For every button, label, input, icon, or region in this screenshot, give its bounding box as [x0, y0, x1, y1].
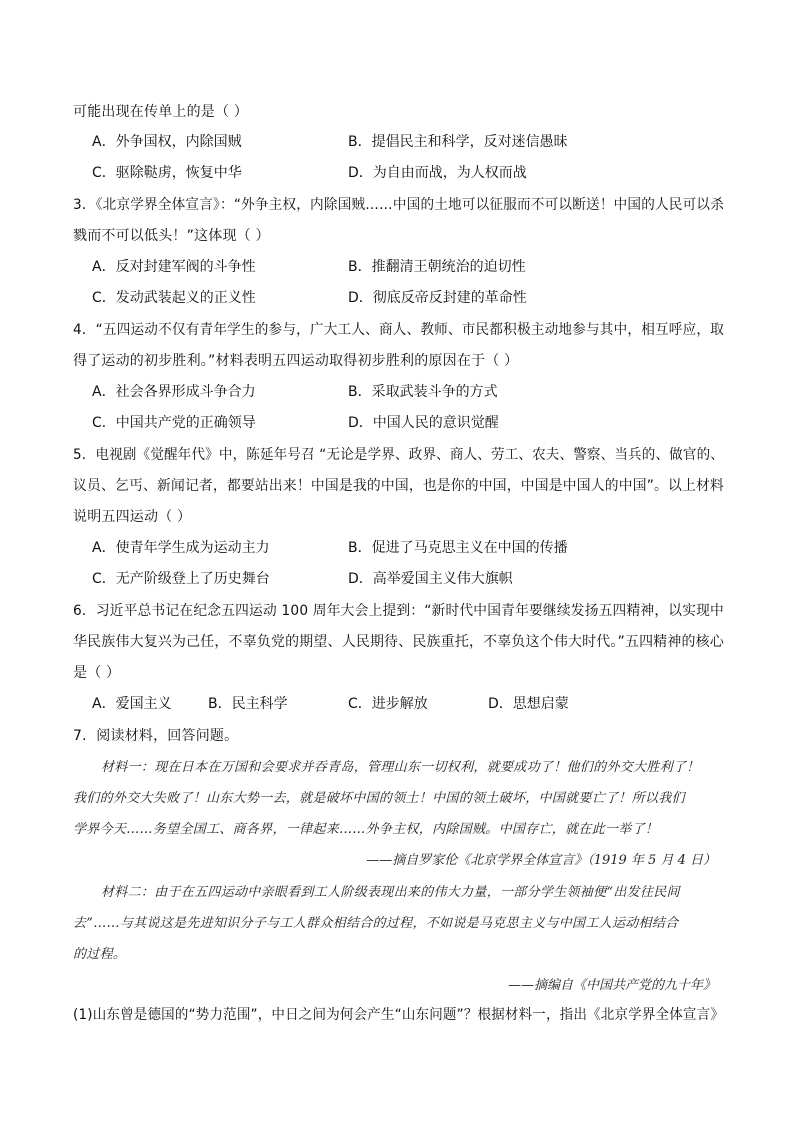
q3-stem-line2: 戮而不可以低头！”这体现（ ）	[73, 228, 270, 244]
material-two-line3: 的过程。	[73, 947, 127, 962]
q3-option-a: A．反对封建军阀的斗争性	[92, 259, 256, 275]
q5-stem-line2: 议员、乞丐、新闻记者，都要站出来！中国是我的中国，也是你的中国，中国是中国人的中国”。以上材料	[73, 478, 725, 494]
q2-option-c: C．驱除鞑虏，恢复中华	[92, 165, 242, 181]
q6-option-d: D．思想启蒙	[488, 696, 569, 712]
q4-option-d: D．中国人民的意识觉醒	[348, 415, 499, 431]
q3-option-b: B．推翻清王朝统治的迫切性	[348, 259, 526, 275]
q5-stem-line1: 5．电视剧《觉醒年代》中，陈延年号召 “无论是学界、政界、商人、劳工、农夫、警察、当兵的、做官的、	[73, 447, 725, 463]
q3-stem-line1: 3．《北京学界全体宣言》：“外争主权，内除国贼……中国的土地可以征服而不可以断送！中国的人民可以杀	[73, 197, 725, 213]
q2-option-a: A．外争国权，内除国贼	[92, 134, 242, 150]
q6-stem-line3: 是（ ）	[73, 665, 121, 681]
q2-stem-continued: 可能出现在传单上的是（ ）	[73, 104, 249, 120]
material-one-source: ——摘自罗家伦《北京学界全体宣言》（1919 年 5 月 4 日）	[366, 853, 716, 868]
q7-subquestion-1: (1)山东曾是德国的“势力范围”，中日之间为何会产生“山东问题”？根据材料一，指出《北京学界全体宣言》	[73, 1007, 725, 1023]
q3-option-d: D．彻底反帝反封建的革命性	[348, 290, 527, 306]
q6-option-b: B．民主科学	[208, 696, 288, 712]
material-one-line2: 我们的外交大失败了！山东大势一去，就是破坏中国的领土！中国的领土破坏，中国就要亡了！所以我们	[73, 791, 685, 806]
q4-option-b: B．采取武装斗争的方式	[348, 384, 498, 400]
q4-option-c: C．中国共产党的正确领导	[92, 415, 256, 431]
q6-stem-line2: 华民族伟大复兴为己任，不辜负党的期望、人民期待、民族重托，不辜负这个伟大时代。”五四精神的核心	[73, 634, 724, 650]
q2-option-b: B．提倡民主和科学，反对迷信愚昧	[348, 134, 568, 150]
material-one-line3: 学界今天……务望全国工、商各界，一律起来……外争主权，内除国贼。中国存亡，就在此一举了！	[73, 822, 659, 837]
q6-stem-line1: 6．习近平总书记在纪念五四运动 100 周年大会上提到：“新时代中国青年要继续发扬五四精神，以实现中	[73, 603, 724, 619]
material-two-line2: 去”……与其说这是先进知识分子与工人群众相结合的过程，不如说是马克思主义与中国工人运动相结合	[73, 916, 679, 931]
q4-option-a: A．社会各界形成斗争合力	[92, 384, 256, 400]
material-two-line1: 材料二：由于在五四运动中亲眼看到工人阶级表现出来的伟大力量，一部分学生领袖便“出发往民间	[101, 885, 680, 900]
q4-stem-line1: 4．“五四运动不仅有青年学生的参与，广大工人、商人、教师、市民都积极主动地参与其中，相互呼应，取	[73, 322, 725, 338]
q5-option-a: A．使青年学生成为运动主力	[92, 540, 270, 556]
material-one-line1: 材料一：现在日本在万国和会要求并吞青岛，管理山东一切权利，就要成功了！他们的外交大胜利了！	[101, 760, 700, 775]
q2-option-d: D．为自由而战，为人权而战	[348, 165, 527, 181]
q6-option-a: A．爱国主义	[92, 696, 172, 712]
q6-option-c: C．进步解放	[348, 696, 428, 712]
q4-stem-line2: 得了运动的初步胜利。”材料表明五四运动取得初步胜利的原因在于（ ）	[73, 353, 519, 369]
q5-option-d: D．高举爱国主义伟大旗帜	[348, 571, 513, 587]
material-two-source: ——摘编自《中国共产党的九十年》	[507, 978, 716, 993]
q5-option-b: B．促进了马克思主义在中国的传播	[348, 540, 568, 556]
q7-stem: 7．阅读材料，回答问题。	[73, 728, 239, 744]
q3-option-c: C．发动武装起义的正义性	[92, 290, 256, 306]
q5-stem-line3: 说明五四运动（ ）	[73, 509, 192, 525]
q5-option-c: C．无产阶级登上了历史舞台	[92, 571, 270, 587]
